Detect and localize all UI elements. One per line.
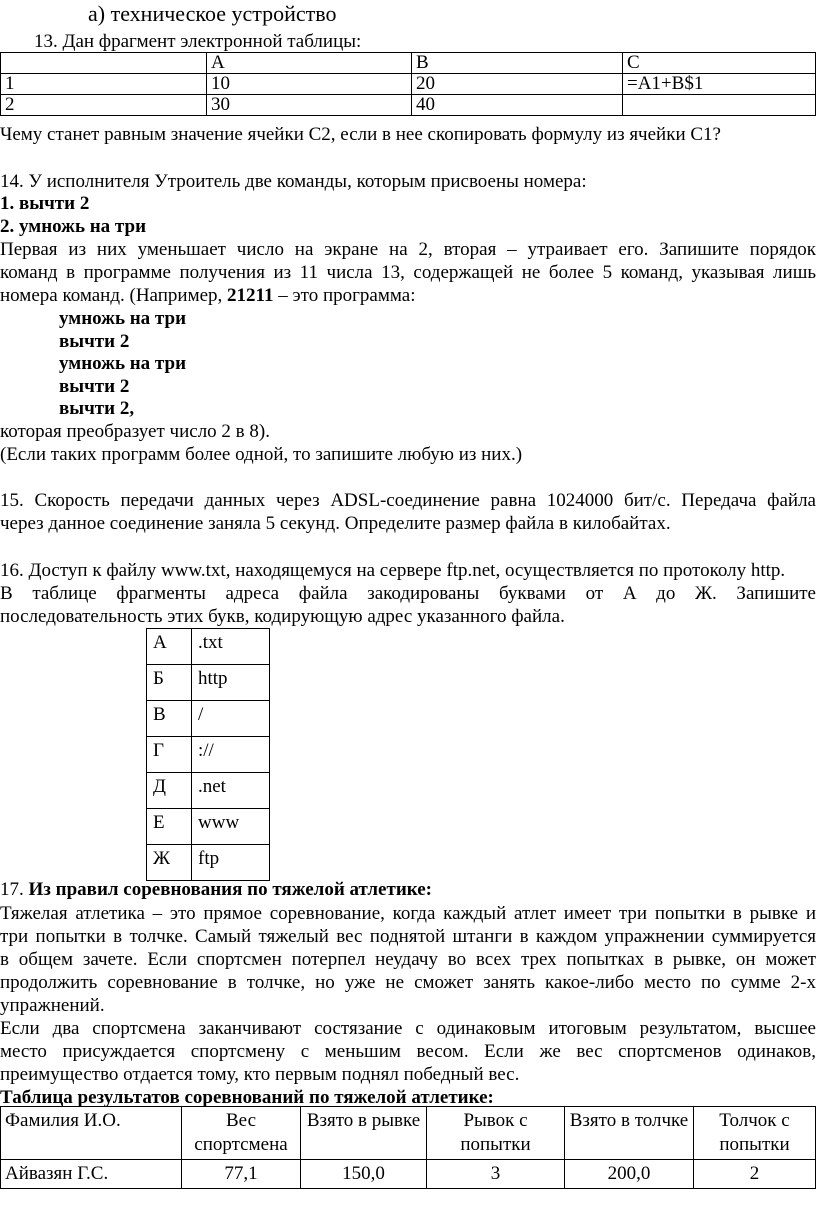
table-cell: B [412,53,623,74]
table-header-cell: Взято в рывке [301,1107,427,1160]
q17-para1-end: упражнений. [0,995,105,1016]
table-row [1,1160,816,1189]
q14-command-1: 1. вычти 2 [0,193,90,214]
table-cell: / [192,701,270,737]
table-cell: В [147,701,192,737]
table-row [147,773,270,809]
q16-line-1: 16. Доступ к файлу www.txt, находящемуся на сервере ftp.net, осуществляется по протоколу http. [0,560,786,581]
table-cell: 30 [207,95,412,116]
table-cell: 1 [1,74,207,95]
table-cell: =A1+B$1 [623,74,816,95]
table-cell: www [192,809,270,845]
q14-command-2: 2. умножь на три [0,216,147,237]
q14-after-2: (Если таких программ более одной, то запишите любую из них.) [0,444,523,465]
table-cell: 2 [1,95,207,116]
q14-example-pre: номера команд. (Например, [0,285,228,306]
q14-after-1: которая преобразует число 2 в 8). [0,421,270,442]
q14-example-line [0,285,415,308]
q17-para1-line: в общем зачете. Если спортсмен потерпел неудачу во всех трех попытках в рывке, он может [0,949,816,970]
table-row [1,53,816,74]
table-cell: Г [147,737,192,773]
table-cell: .txt [192,629,270,665]
table-row [147,629,270,665]
q14-program-step: вычти 2, [59,398,135,419]
q17-results-table [0,1106,816,1189]
table-cell: :// [192,737,270,773]
table-cell: C [623,53,816,74]
table-row [1,1107,816,1160]
answer-option: а) техническое устройство [88,1,337,26]
table-row [147,737,270,773]
table-cell: 10 [207,74,412,95]
q13-question: Чему станет равным значение ячейки C2, если в нее скопировать формулу из ячейки C1? [0,124,721,145]
table-cell: 2 [694,1160,816,1189]
table-cell: 77,1 [182,1160,301,1189]
table-cell: А [147,629,192,665]
q14-example-code: 21211 [227,285,274,306]
q17-title-line [0,879,432,902]
table-header-cell: Фамилия И.О. [1,1107,182,1160]
q17-para2-line: Если два спортсмена заканчивают состязание с одинаковым итоговым результатом, высшее [0,1018,816,1039]
q15-line-2: через данное соединение заняла 5 секунд. Определите размер файла в килобайтах. [0,513,671,534]
table-cell: 200,0 [565,1160,694,1189]
table-cell [1,53,207,74]
q14-title: 14. У исполнителя Утроитель две команды, которым присвоены номера: [0,171,587,192]
q14-example-post: – это программа: [273,285,416,306]
q17-para1-line: Тяжелая атлетика – это прямое соревнование, когда каждый атлет имеет три попытки в рывке и [0,903,816,924]
table-cell: http [192,665,270,701]
q13-title: 13. Дан фрагмент электронной таблицы: [34,31,362,52]
q14-program-step: умножь на три [59,308,187,329]
q17-table-title: Таблица результатов соревнований по тяжелой атлетике: [0,1087,494,1108]
table-header-cell: Рывок с попытки [427,1107,565,1160]
table-cell: A [207,53,412,74]
table-cell: 20 [412,74,623,95]
q16-line-3: последовательность этих букв, кодирующую адрес указанного файла. [0,606,565,627]
q17-number: 17. [0,879,29,900]
q14-text-line: Первая из них уменьшает число на экране на 2, вторая – утраивает его. Запишите порядок [0,239,816,260]
q13-spreadsheet-table [0,52,816,116]
q17-para1-line: три попытки в толчке. Самый тяжелый вес поднятой штанги в каждом упражнении суммируется [0,926,816,947]
q14-program-step: умножь на три [59,353,187,374]
table-cell [623,95,816,116]
table-row [147,701,270,737]
q16-code-table [146,628,270,881]
table-cell: ftp [192,845,270,881]
table-cell: .net [192,773,270,809]
q16-line-2: В таблице фрагменты адреса файла закодированы буквами от А до Ж. Запишите [0,583,816,604]
table-cell: Б [147,665,192,701]
table-header-cell: Вес спортсмена [182,1107,301,1160]
q17-para1-line: продолжить соревнование в толчке, но уже не сможет занять какое-либо место по сумме 2-х [0,972,816,993]
table-cell: Д [147,773,192,809]
q17-title: Из правил соревнования по тяжелой атлетике: [28,879,432,900]
table-cell: 40 [412,95,623,116]
q14-program-step: вычти 2 [59,376,130,397]
table-row [147,665,270,701]
table-cell: 150,0 [301,1160,427,1189]
q14-program-step: вычти 2 [59,331,130,352]
table-row [1,95,816,116]
table-row [1,74,816,95]
table-row [147,809,270,845]
q17-para2-line: место присуждается спортсмену с меньшим весом. Если же вес спортсменов одинаков, [0,1041,816,1062]
table-header-cell: Взято в толчке [565,1107,694,1160]
q14-text-line: команд в программе получения из 11 числа 13, содержащей не более 5 команд, указывая лишь [0,262,816,283]
table-cell: 3 [427,1160,565,1189]
q15-line-1: 15. Скорость передачи данных через ADSL-соединение равна 1024000 бит/с. Передача файла [0,490,816,511]
table-cell: Айвазян Г.С. [1,1160,182,1189]
table-cell: Е [147,809,192,845]
table-row [147,845,270,881]
q17-para2-end: преимущество отдается тому, кто первым поднял победный вес. [0,1064,520,1085]
table-header-cell: Толчок с попытки [694,1107,816,1160]
table-cell: Ж [147,845,192,881]
